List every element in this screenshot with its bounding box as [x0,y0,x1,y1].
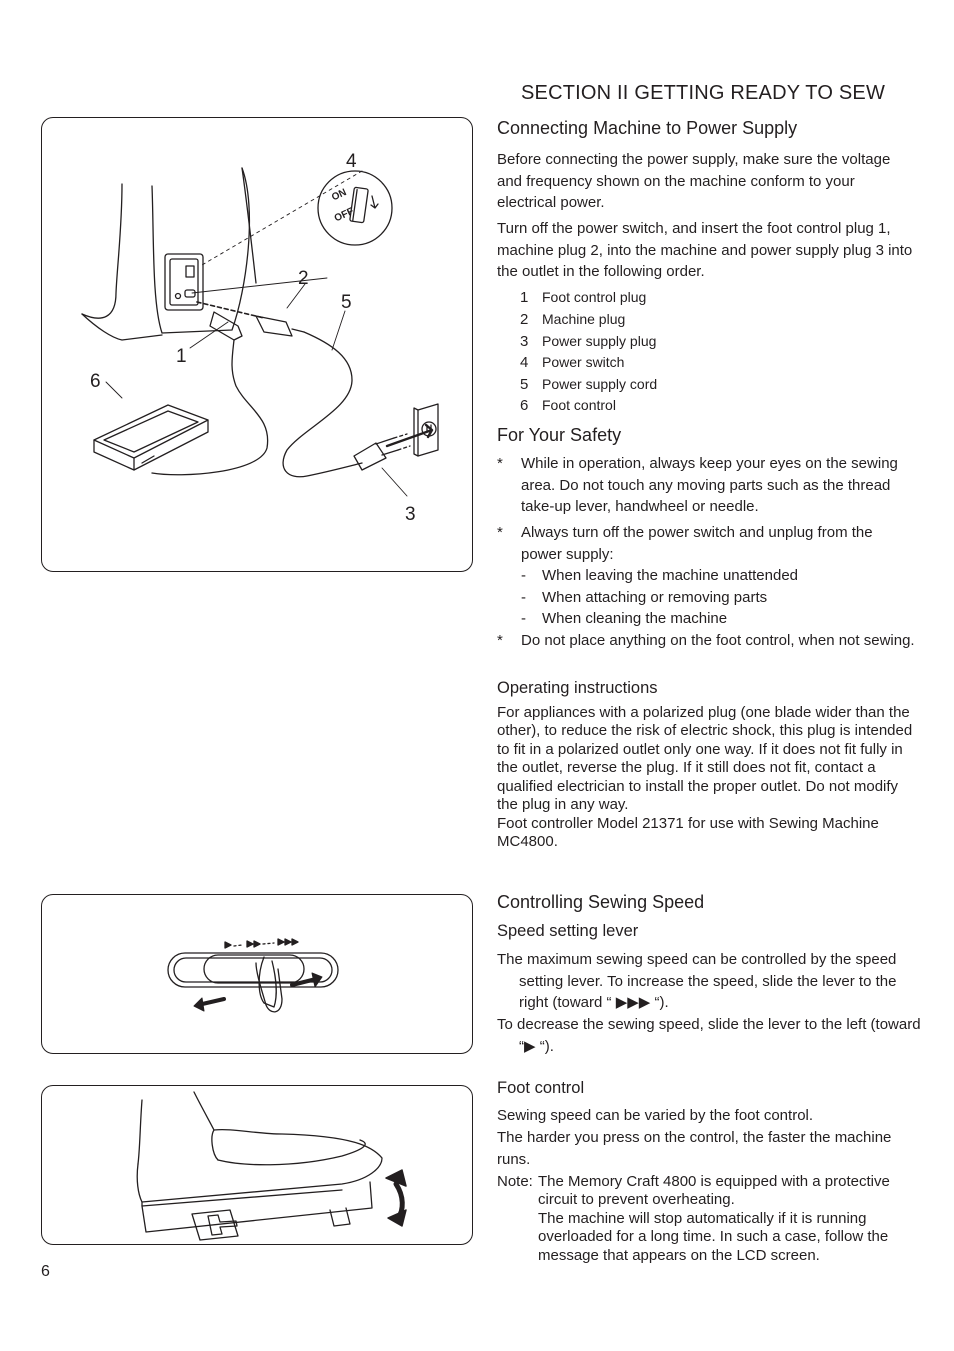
safety-bullet-2: Always turn off the power switch and unplug from the power supply: [521,524,873,563]
bullet-dash: - [521,589,526,606]
figure-power-connection [41,117,473,572]
note-text-1: The Memory Craft 4800 is equipped with a protective circuit to prevent overheating. [538,1173,890,1209]
list-item: 4 Power switch [520,354,625,371]
connecting-para-2: Turn off the power switch, and insert the foot control plug 1, machine plug 2, into the machine and power supply plug 3 into the outlet in the following order. [497,220,913,280]
wall-outlet [418,404,438,456]
callout-1: 1 [176,346,187,367]
switch-off-label: OFF [332,205,356,225]
safety-bullet-1: While in operation, always keep your eyes on the sewing area. Do not touch any moving parts such as the thread take-up lever, handwheel or needle. [521,455,898,515]
list-item: 5 Power supply cord [520,376,658,393]
bullet-dash: - [521,567,526,584]
operating-model: Foot controller Model 21371 for use with Sewing Machine MC4800. [497,815,879,851]
bullet-star: * [497,455,503,472]
list-item: 6 Foot control [520,397,616,414]
note-text-2: The machine will stop automatically if it is running overloaded for a long time. In such a case, follow the message that appears on the LCD screen. [538,1210,889,1264]
bullet-star: * [497,524,503,541]
machine-body [82,184,122,318]
operating-text: For appliances with a polarized plug (one blade wider than the other), to reduce the risk of electric shock, this plug is intended to fit in a polarized outlet only one way. If it does not fit fully in the outlet, reverse the plug. If it still does not fit, contact a qualified electrician to install the proper outlet. Do not modify the plug in any way. [497,704,913,814]
callout-6: 6 [90,371,101,392]
bullet-dash: - [521,610,526,627]
safety-sub-item-3: When cleaning the machine [542,610,728,627]
callout-5: 5 [341,292,352,313]
speed-para-1: The maximum sewing speed can be controlled by the speed setting lever. To increase the speed, slide the lever to the right (toward “ ▶▶▶ “). [497,951,897,1011]
power-supply-plug [354,443,386,470]
power-supply-cord [283,332,362,477]
safety-heading: For Your Safety [497,425,622,445]
foot-pedal [142,1182,372,1232]
foot-heading: Foot control [497,1079,585,1097]
switch-on-label: ON [330,187,349,204]
list-item: 3 Power supply plug [520,333,657,350]
list-item: 1 Foot control plug [520,289,647,306]
foot-control-plug [210,312,242,340]
page-number: 6 [41,1263,50,1280]
shoe [137,1130,382,1202]
foot-control-illustration [42,1086,474,1246]
foot-para-1: Sewing speed can be varied by the foot control. [497,1107,814,1124]
list-item: 2 Machine plug [520,311,626,328]
figure-speed-lever [41,894,473,1054]
connecting-heading: Connecting Machine to Power Supply [497,118,798,138]
leg [138,1092,214,1164]
safety-bullet-3: Do not place anything on the foot control, when not sewing. [521,632,915,649]
speed-subheading: Speed setting lever [497,922,639,940]
connecting-para-1: Before connecting the power supply, make sure the voltage and frequency shown on the machine conform to your electrical power. [497,151,891,211]
note-label: Note: [497,1173,533,1190]
safety-sub-item-1: When leaving the machine unattended [542,567,799,584]
parts-list [520,289,820,421]
bullet-star: * [497,632,503,649]
figure-foot-control [41,1085,473,1245]
lever-slider [204,955,304,983]
speed-lever-illustration [42,895,474,1055]
machine-plug [256,316,292,336]
callout-4: 4 [346,151,357,172]
section-title: SECTION II GETTING READY TO SEW [521,82,886,104]
operating-heading: Operating instructions [497,679,658,697]
foot-para-2: The harder you press on the control, the faster the machine runs. [497,1129,892,1168]
callout-3: 3 [405,504,416,525]
speed-para-2: To decrease the sewing speed, slide the lever to the left (toward “▶ “). [497,1016,921,1055]
foot-control-pedal [94,405,208,458]
safety-sub-item-2: When attaching or removing parts [542,589,768,606]
callout-2: 2 [298,268,309,289]
safety-list [497,453,921,677]
speed-heading: Controlling Sewing Speed [497,892,705,912]
